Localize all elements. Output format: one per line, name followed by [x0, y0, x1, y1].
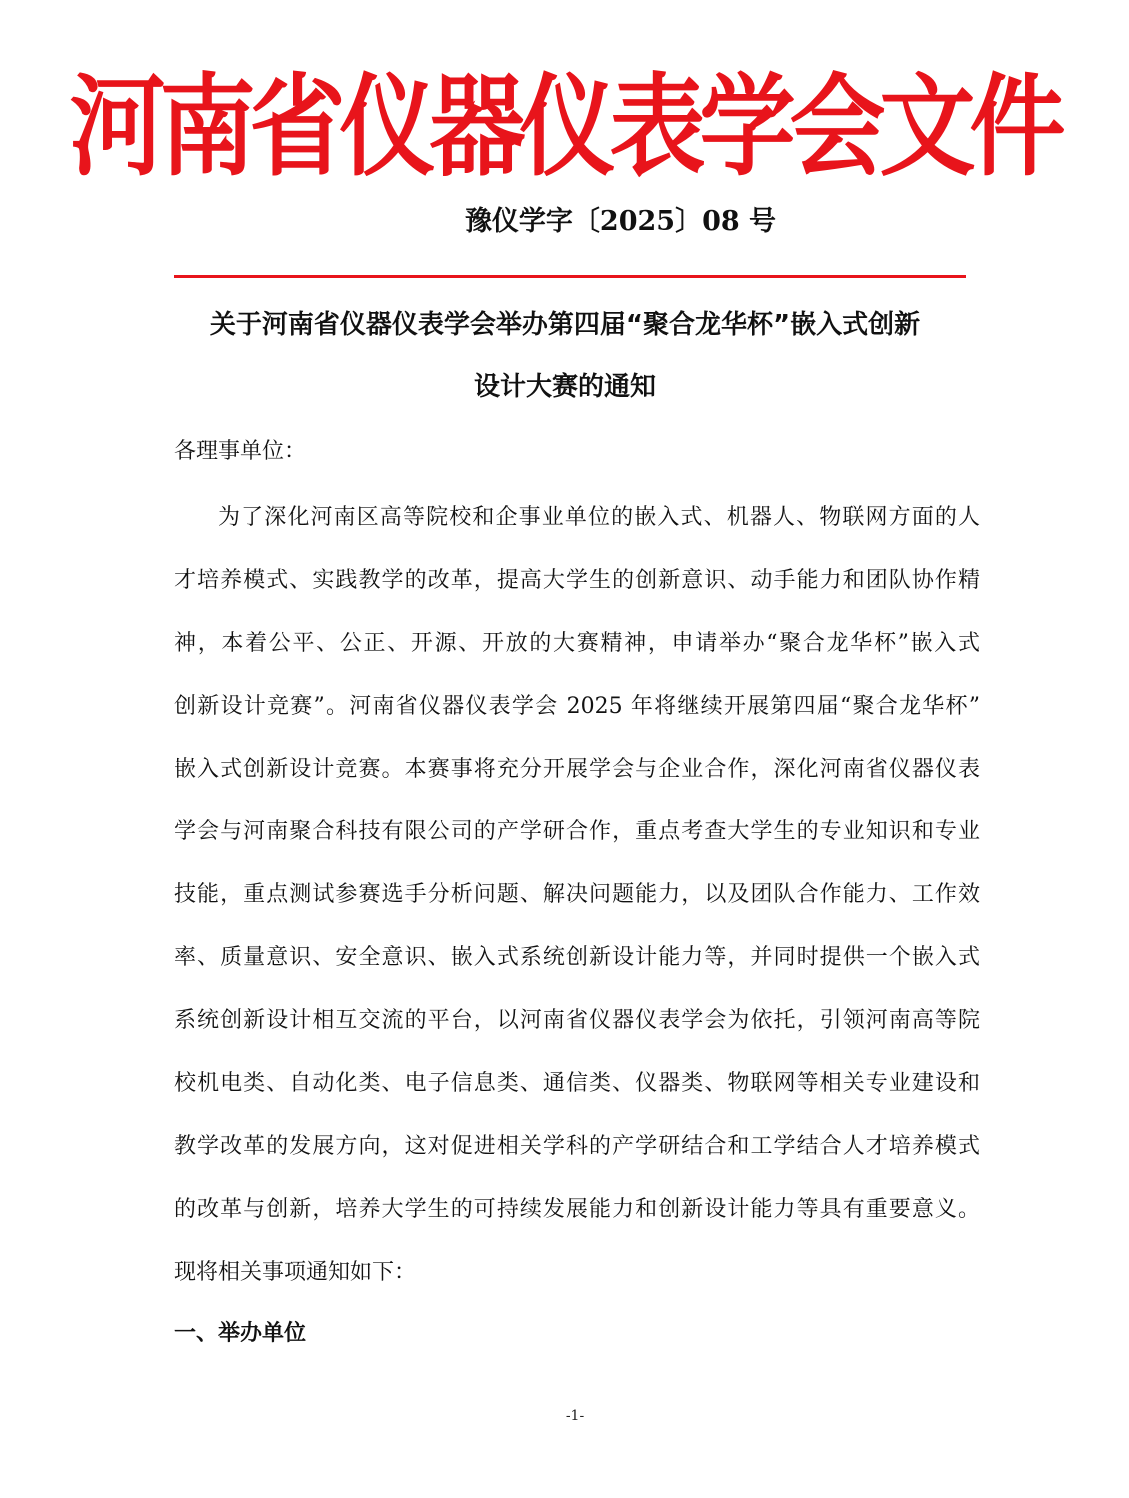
body-line: 技能，重点测试参赛选手分析问题、解决问题能力，以及团队合作能力、工作效 [174, 882, 980, 908]
document-number: 豫仪学字〔2025〕08 号 [464, 206, 777, 237]
body-line: 系统创新设计相互交流的平台，以河南省仪器仪表学会为依托，引领河南高等院 [174, 1008, 980, 1034]
body-line: 教学改革的发展方向，这对促进相关学科的产学研结合和工学结合人才培养模式 [174, 1133, 980, 1159]
body-line: 嵌入式创新设计竞赛。本赛事将充分开展学会与企业合作，深化河南省仪器仪表 [174, 756, 980, 782]
body-line: 校机电类、自动化类、电子信息类、通信类、仪器类、物联网等相关专业建设和 [174, 1071, 980, 1097]
salutation: 各理事单位： [174, 439, 307, 464]
body-line: 创新设计竞赛”。河南省仪器仪表学会 2025 年将继续开展第四届“聚合龙华杯” [174, 693, 980, 719]
body-line: 神，本着公平、公正、开源、开放的大赛精神，申请举办“聚合龙华杯”嵌入式 [174, 630, 980, 656]
body-line: 学会与河南聚合科技有限公司的产学研合作，重点考查大学生的专业知识和专业 [174, 819, 980, 845]
red-divider-line [174, 275, 966, 278]
notice-title-line-2: 设计大赛的通知 [473, 372, 656, 402]
body-paragraph [174, 496, 980, 1314]
body-line: 的改革与创新，培养大学生的可持续发展能力和创新设计能力等具有重要意义。 [174, 1196, 980, 1222]
body-line: 为了深化河南区高等院校和企事业单位的嵌入式、机器人、物联网方面的人 [218, 505, 980, 530]
page-number: -1- [565, 1408, 585, 1424]
body-line: 才培养模式、实践教学的改革，提高大学生的创新意识、动手能力和团队协作精 [174, 567, 980, 593]
notice-title-line-1: 关于河南省仪器仪表学会举办第四届“聚合龙华杯”嵌入式创新 [209, 310, 921, 340]
body-line: 现将相关事项通知如下： [174, 1259, 417, 1285]
section-heading: 一、举办单位 [174, 1321, 307, 1346]
org-file-title: 河南省仪器仪表学会文件 [69, 62, 1060, 192]
body-line: 率、质量意识、安全意识、嵌入式系统创新设计能力等，并同时提供一个嵌入式 [174, 945, 980, 971]
